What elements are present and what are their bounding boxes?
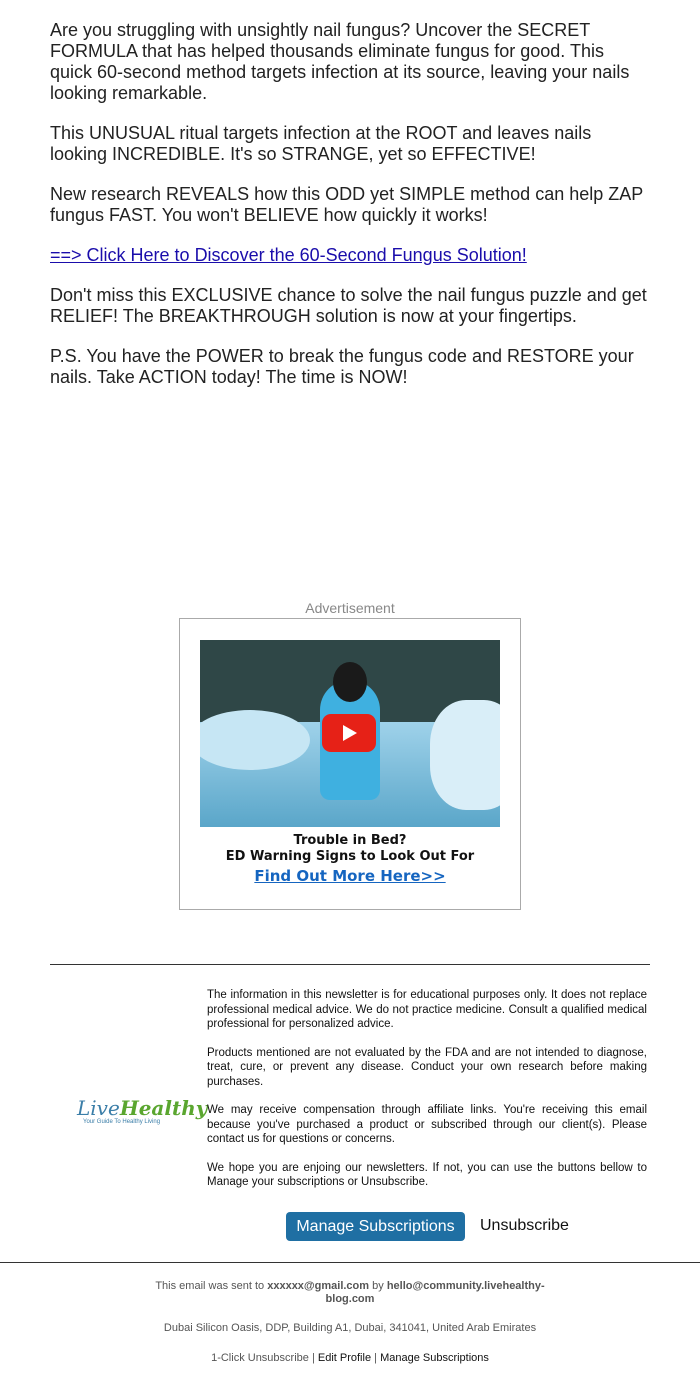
- one-click-unsubscribe-link[interactable]: 1-Click Unsubscribe: [211, 1352, 309, 1364]
- disclaimer: [207, 988, 647, 1204]
- ad-box[interactable]: [179, 618, 521, 910]
- logo-word-live: Live: [77, 1096, 120, 1120]
- footer-links: [0, 1352, 700, 1364]
- footer-manage-subscriptions-link[interactable]: Manage Subscriptions: [380, 1352, 489, 1364]
- body-paragraph-4: Don't miss this EXCLUSIVE chance to solve the nail fungus puzzle and get RELIEF! The BREAKTHROUGH solution is now at your fingertips.: [50, 285, 647, 326]
- disclaimer-paragraph: We may receive compensation through affiliate links. You're receiving this email because you've purchased a product or subscribed through our client(s). Please contact us for questions or concerns.: [207, 1104, 647, 1145]
- manage-subscriptions-button[interactable]: Manage Subscriptions: [286, 1212, 465, 1241]
- disclaimer-paragraph: Products mentioned are not evaluated by the FDA and are not intended to diagnose, treat, cure, or prevent any disease. Conduct your own research before making purchases.: [207, 1046, 647, 1088]
- ad-video-thumbnail[interactable]: [200, 640, 500, 827]
- link-separator: |: [374, 1352, 377, 1364]
- ad-pillow-right: [430, 700, 500, 810]
- play-icon[interactable]: [322, 714, 376, 752]
- body-paragraph-2: This UNUSUAL ritual targets infection at the ROOT and leaves nails looking INCREDIBLE. It's so STRANGE, yet so EFFECTIVE!: [50, 123, 592, 164]
- sent-by: by: [372, 1280, 384, 1292]
- cta-link[interactable]: ==> Click Here to Discover the 60-Second Fungus Solution!: [50, 245, 527, 265]
- link-separator: |: [311, 1352, 315, 1364]
- footer-divider: [0, 1262, 700, 1263]
- ad-title-line1: Trouble in Bed?: [293, 833, 407, 848]
- logo-word-healthy: Healthy: [119, 1096, 208, 1120]
- ad-title-line2: ED Warning Signs to Look Out For: [225, 849, 475, 864]
- sender-email: hello@community.livehealthy-blog.com: [325, 1280, 545, 1305]
- disclaimer-paragraph: The information in this newsletter is for educational purposes only. It does not replace professional medical advice. We do not practice medicine. Consult a qualified medical professional for personalized advice.: [207, 989, 647, 1030]
- unsubscribe-button[interactable]: Unsubscribe: [480, 1217, 569, 1234]
- ad-label: Advertisement: [305, 600, 395, 616]
- edit-profile-link[interactable]: Edit Profile: [317, 1352, 372, 1364]
- email-body: [50, 20, 650, 407]
- footer-address: Dubai Silicon Oasis, DDP, Building A1, Dubai, 341041, United Arab Emirates: [163, 1322, 537, 1334]
- body-paragraph-1: Are you struggling with unsightly nail fungus? Uncover the SECRET FORMULA that has helped thousands eliminate fungus for good. This quick 60-second method targets infection at its source, leaving your nails looking remarkable.: [50, 20, 630, 103]
- ad-person-head: [333, 662, 367, 702]
- livehealthy-logo: [77, 1096, 208, 1137]
- logo-tagline: Your Guide To Healthy Living: [83, 1119, 161, 1125]
- ps-paragraph: P.S. You have the POWER to break the fungus code and RESTORE your nails. Take ACTION today! The time is NOW!: [50, 346, 634, 387]
- footer-sent-to: [150, 1280, 550, 1306]
- cta-paragraph: [50, 245, 650, 266]
- sent-prefix: This email was sent to: [155, 1280, 265, 1292]
- ad-title: [180, 833, 520, 865]
- disclaimer-paragraph: We hope you are enjoing our newsletters. If not, you can use the buttons bellow to Manage your subscriptions or Unsubscribe.: [207, 1161, 647, 1188]
- divider: [50, 964, 650, 965]
- body-paragraph-3: New research REVEALS how this ODD yet SIMPLE method can help ZAP fungus FAST. You won't BELIEVE how quickly it works!: [50, 184, 643, 225]
- recipient-email: xxxxxx@gmail.com: [267, 1280, 370, 1292]
- ad-link[interactable]: Find Out More Here>>: [254, 867, 446, 885]
